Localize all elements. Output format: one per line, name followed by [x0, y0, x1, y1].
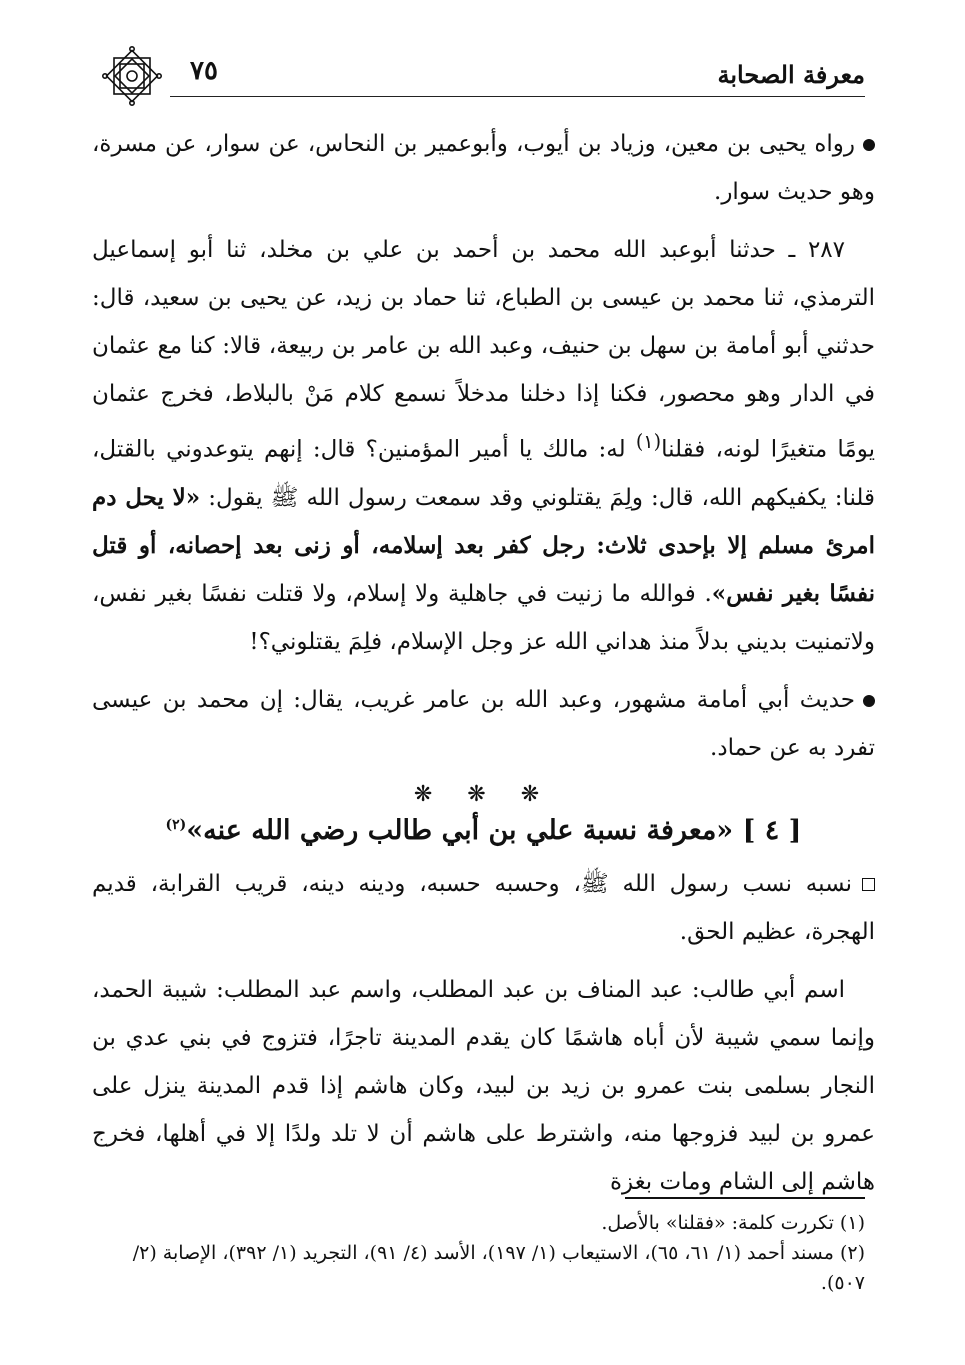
- footnote-2: (٢) مسند أحمد (١/ ٦١، ٦٥)، الاستيعاب (١/ ١٩٧)، الأسد (٤/ ٩١)، التجريد (١/ ٣٩٢)، الإصابة (٢/ ٥٠٧).: [132, 1242, 865, 1294]
- paragraph-4: نسبه نسب رسول الله ﷺ، وحسبه حسبه، ودينه دينه، قريب القرابة، قديم الهجرة، عظيم الحق.: [92, 870, 875, 945]
- section-separator: ❋ ❋ ❋: [413, 781, 554, 807]
- hadith-quote: «لا يحل دم امرئ مسلم إلا بإحدى ثلاث: رجل كفر بعد إسلامه، أو زنى بعد إحصانه، أو قتل نفسًا بغير نفس»: [92, 483, 875, 607]
- bullet-icon: [863, 139, 875, 151]
- square-icon: [862, 878, 875, 891]
- footnotes: [100, 1208, 865, 1298]
- page-number: ٧٥: [190, 56, 218, 86]
- footnote-ref-1: (١): [635, 430, 662, 453]
- paragraph-3: حديث أبي أمامة مشهور، وعبد الله بن عامر غريب، يقال: إن محمد بن عيسى تفرد به عن حماد.: [92, 686, 875, 761]
- paragraph-hadith-287: ٢٨٧ ـ حدثنا أبوعبد الله محمد بن أحمد بن علي بن مخلد، ثنا أبو إسماعيل الترمذي، ثنا محمد بن عيسى بن الطباع، ثنا حماد بن زيد، عن يحيى بن سعيد، قال: حدثني أبو أمامة بن سهل بن حنيف، وعبد الله بن عامر بن ربيعة، قالا: كنا مع عثمان في الدار وهو محصور، فكنا إذا دخلنا مدخلاً نسمع كلام مَنْ بالبلاط، فخرج عثمان يومًا متغيرًا لونه، فقلنا$^{(١)}$ له: مالك يا أمير المؤمنين؟ قال: إنهم يتوعدوني بالقتل، قلنا: يكفيكهم الله، قال: ولِمَ يقتلوني وقد سمعت رسول الله ﷺ يقول: «لا يحل دم امرئ مسلم إلا بإحدى ثلاث: رجل كفر بعد إسلامه، أو زنى بعد إحصانه، أو قتل نفسًا بغير نفس». فوالله ما زنيت في جاهلية ولا إسلام، ولا قتلت نفسًا بغير نفس، ولاتمنيت بديني بدلاً منذ هداني الله عز وجل الإسلام، فلِمَ يقتلوني؟!: [92, 237, 876, 655]
- footnote-ref-2: (٢): [165, 816, 187, 833]
- paragraph-5: اسم أبي طالب: عبد المناف بن عبد المطلب، واسم عبد المطلب: شيبة الحمد، وإنما سمي شيبة لأن أباه هاشمًا كان يقدم المدينة تاجرًا، فتزوج في بني عدي بن النجار بسلمى بنت عمرو بن زيد بن لبيد، وكان هاشم إذا قدم المدينة ينزل على عمرو بن لبيد فزوجها منه، واشترط على هاشم أن لا تلد ولدًا إلا في أهلها، فخرج هاشم إلى الشام ومات بغزة: [92, 976, 875, 1195]
- bullet-icon: [863, 695, 875, 707]
- main-text: [92, 120, 875, 1216]
- footnote-1: (١) تكررت كلمة: «فقلنا» بالأصل.: [601, 1212, 865, 1234]
- paragraph-1: رواه يحيى بن معين، وزياد بن أيوب، وأبوعمير بن النحاس، عن سوار، عن مسرة، وهو حديث سوار.: [92, 131, 875, 205]
- ornament-icon: [100, 44, 164, 108]
- section-title: [ ٤ ] «معرفة نسبة علي بن أبي طالب رضي الله عنه»$^{(٢)}$: [165, 814, 802, 846]
- header-divider: [170, 96, 865, 97]
- page-header: [100, 52, 865, 98]
- book-title: معرفة الصحابة: [717, 60, 865, 89]
- footnote-divider: [625, 1197, 865, 1199]
